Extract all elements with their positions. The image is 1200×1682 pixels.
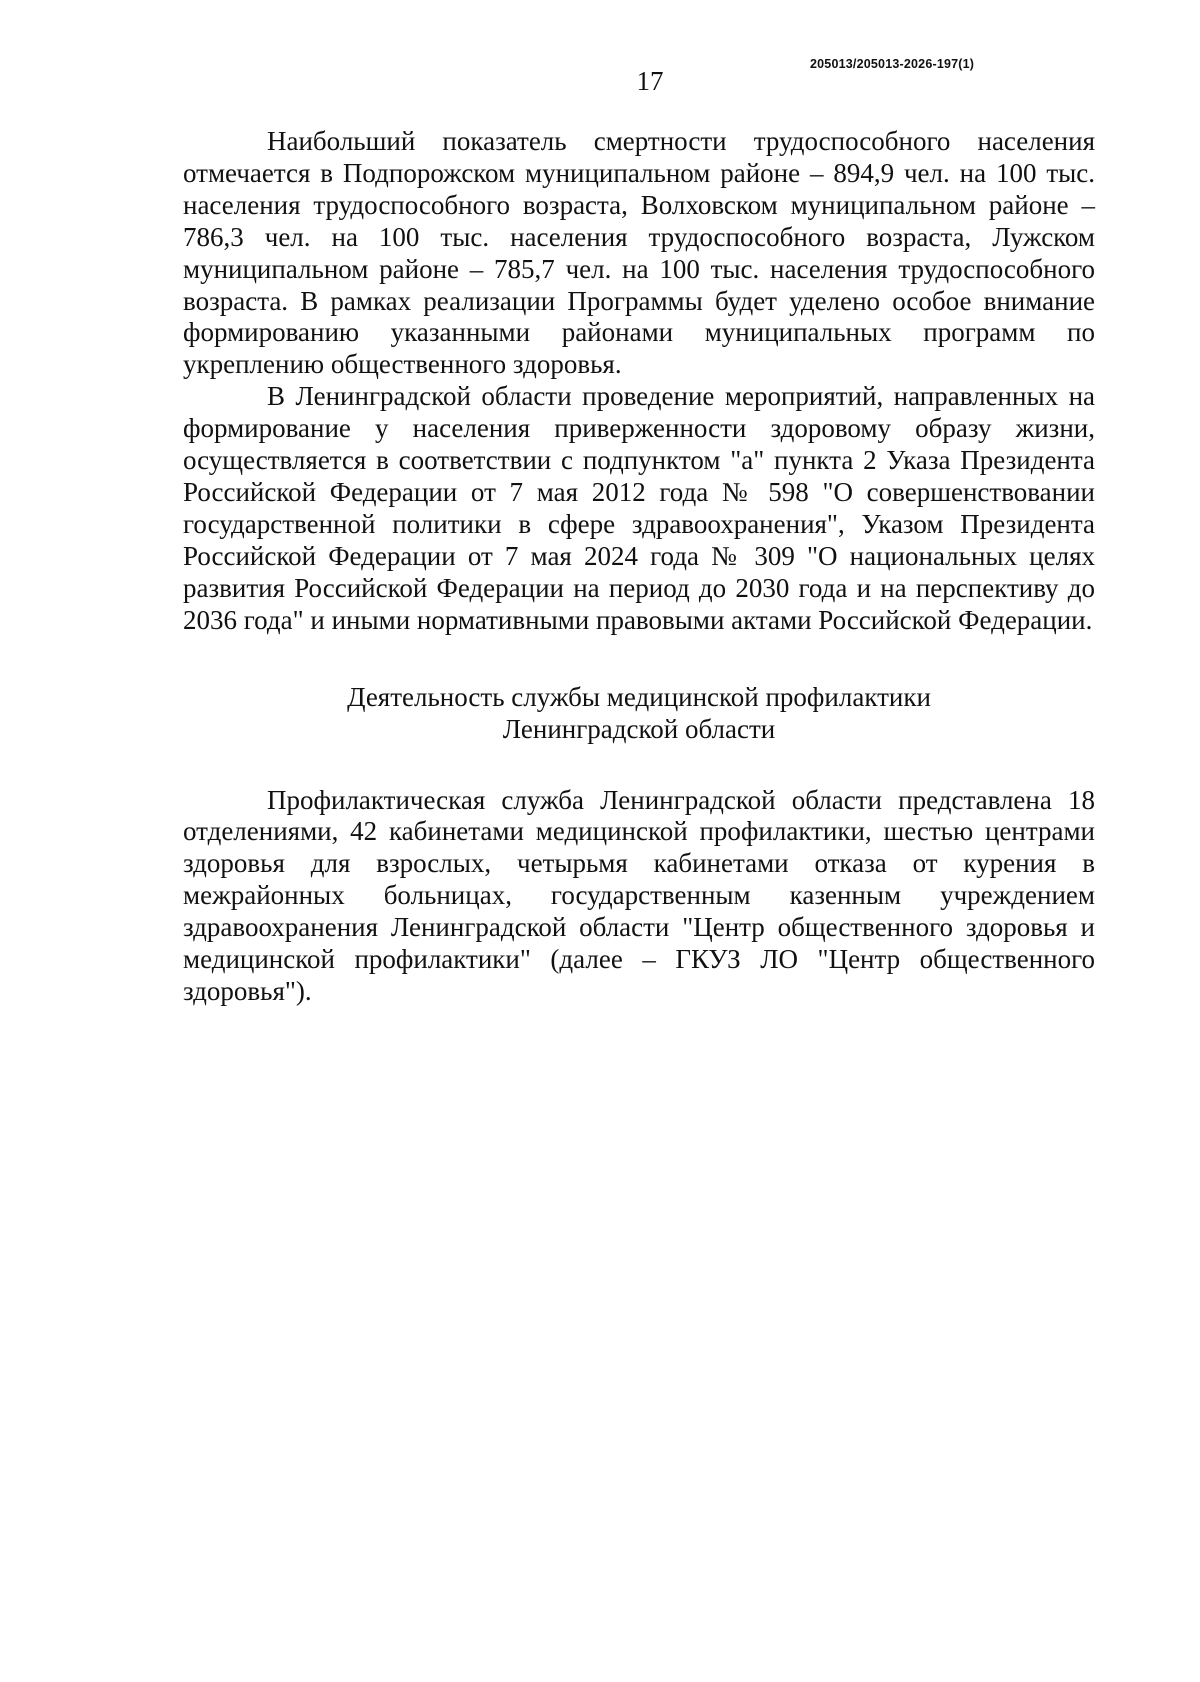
- page-number: 17: [636, 66, 664, 96]
- document-body: [183, 126, 1095, 1008]
- paragraph-healthy-lifestyle: В Ленинградской области проведение мероприятий, направленных на формирование у населения приверженности здоровому образу жизни, осуществляется в соответствии с подпунктом "а" пункта 2 Указа Президента Российской Федерации от 7 мая 2012 года № 598 "О совершенствовании государственной политики в сфере здравоохранения", Указом Президента Российской Федерации от 7 мая 2024 года № 309 "О национальных целях развития Российской Федерации на период до 2030 года и на перспективу до 2036 года" и иными нормативными правовыми актами Российской Федерации.: [183, 381, 1095, 635]
- section-heading: [183, 681, 1095, 745]
- paragraph-prevention-service: Профилактическая служба Ленинградской области представлена 18 отделениями, 42 кабинетами медицинской профилактики, шестью центрами здоровья для взрослых, четырьмя кабинетами отказа от курения в межрайонных больницах, государственным казенным учреждением здравоохранения Ленинградской области "Центр общественного здоровья и медицинской профилактики" (далее – ГКУЗ ЛО "Центр общественного здоровья").: [183, 784, 1095, 1006]
- section-heading-line2: Ленинградской области: [502, 713, 776, 744]
- paragraph-mortality: Наибольший показатель смертности трудоспособного населения отмечается в Подпорожском муниципальном районе – 894,9 чел. на 100 тыс. населения трудоспособного возраста, Волховском муниципальном районе – 786,3 чел. на 100 тыс. населения трудоспособного возраста, Лужском муниципальном районе – 785,7 чел. на 100 тыс. населения трудоспособного возраста. В рамках реализации Программы будет уделено особое внимание формированию указанными районами муниципальных программ по укреплению общественного здоровья.: [183, 126, 1095, 380]
- section-heading-line1: Деятельность службы медицинской профилактики: [347, 681, 931, 712]
- document-code: 205013/205013-2026-197(1): [810, 57, 975, 71]
